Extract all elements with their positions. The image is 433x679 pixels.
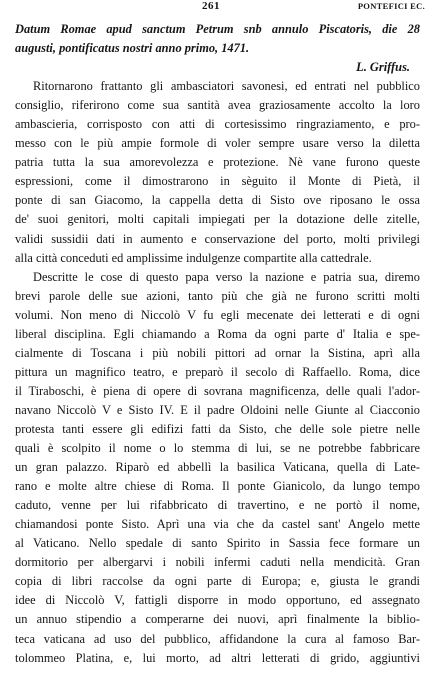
- page-header: [0, 0, 433, 14]
- paragraph-line: tolommeo Platina, e, lui morto, ad altri letterati di grido, aggiuntivi: [15, 650, 420, 665]
- paragraph-2: [15, 268, 420, 668]
- paragraph-line: il Tiraboschi, è piena di opere di sovrana magnificenza, delle quali l'ador-: [15, 383, 420, 398]
- paragraph-line: validi sussidii dati in aumento e conservazione del porto, molti privilegi: [15, 231, 420, 246]
- paragraph-line: Ritornarono frattanto gli ambasciatori savonesi, ed entrati nel pubblico: [33, 79, 420, 94]
- decree-line: augusti, pontificatus nostri anno primo, 1471.: [15, 41, 250, 56]
- paragraph-line: liberal disciplina. Egli chiamando a Roma da ogni parte d' Italia e spe-: [15, 326, 420, 341]
- paragraph-line: dormitorio per albergarvi i nobili infermi caduti nella mendicità. Gran: [15, 555, 420, 570]
- body-text: [15, 20, 420, 668]
- running-head: PONTEFICI EC.: [357, 1, 425, 11]
- paragraph-line: messo con le più ampie formole di voler sempre usare verso la diletta: [15, 136, 420, 151]
- decree-signature: L. Griffus.: [356, 60, 410, 75]
- paragraph-line: al Vaticano. Nello spedale di santo Spirito in Sassia fece formare un: [15, 536, 420, 551]
- paragraph-line: brevi parole delle sue azioni, tanto più che già ne furono scritti molti: [15, 288, 420, 303]
- paragraph-line: quali è scolpito il nome o lo stemma di lui, se ne potrebbe fabbricare: [15, 441, 420, 456]
- paragraph-line: idee di Niccolò V, fattigli disporre in modo opportuno, ed assegnato: [15, 593, 420, 608]
- decree-line: Datum Romae apud sanctum Petrum snb annulo Piscatoris, die 28: [15, 22, 420, 36]
- paragraph-line: de' suoi genitori, molti capitali impiegati per la dotazione delle zitelle,: [15, 212, 420, 227]
- paragraph-line: rano e molte altre chiese di Roma. Il ponte Gianicolo, da lungo tempo: [15, 479, 420, 494]
- paragraph-line: patria tutta la sua amorevolezza e protezione. Nè vane furono queste: [15, 155, 420, 170]
- paragraph-line: volumi. Non meno di Niccolò V fu egli mecenate dei letterati e di ogni: [15, 307, 420, 322]
- paragraph-line: pittura un magnifico teatro, e preparò il secolo di Raffaello. Roma, dice: [15, 364, 420, 379]
- decree-block: [15, 20, 420, 77]
- paragraph-line: alla città conceduti ed amplissime indulgenze compartite alla cattedrale.: [15, 250, 372, 265]
- paragraph-line: ambascieria, corrisposto con atti di cortesissimo ringraziamento, e pro-: [15, 117, 420, 132]
- paragraph-line: copia di libri raccolse da ogni parte di Europa; e, giusta le grandi: [15, 574, 420, 589]
- paragraph-line: un gran palazzo. Riparò ed abbellì la basilica Vaticana, quella di Late-: [15, 460, 420, 475]
- paragraph-line: Descritte le cose di questo papa verso la nazione e patria sua, diremo: [33, 269, 420, 284]
- paragraph-1: [15, 77, 420, 267]
- paragraph-line: espressioni, come il dimostrarono in sèguito il Monte di Pietà, il: [15, 174, 420, 189]
- paragraph-line: consiglio, riferirono come sua santità avea graziosamente accolto la loro: [15, 98, 420, 113]
- paragraph-line: ponte di san Giacomo, la cappella detta di Sisto ove riposano le ossa: [15, 193, 420, 208]
- paragraph-line: teca vaticana ad uso del pubblico, affidandone la cura al famoso Bar-: [15, 631, 420, 646]
- paragraph-line: navano Niccolò V e Sisto IV. E il padre Oldoini nelle Giunte al Ciacconio: [15, 402, 420, 417]
- paragraph-line: caduto, venne per lui rifabbricato di travertino, e ne portò il nome,: [15, 498, 420, 513]
- paragraph-line: protesta tanti essere gli edifizi fatti da Sisto, che delle sole pietre nelle: [15, 421, 420, 436]
- paragraph-line: un annuo stipendio a comperarne dei nuovi, aprì finalmente la biblio-: [15, 612, 420, 627]
- paragraph-line: cialmente di Toscana i più nobili pittori ad ornar la Sistina, aprì alla: [15, 345, 420, 360]
- page-number: 261: [202, 0, 220, 12]
- paragraph-line: chiamandosi ponte Sisto. Aprì una via che da castel sant' Angelo mette: [15, 517, 420, 532]
